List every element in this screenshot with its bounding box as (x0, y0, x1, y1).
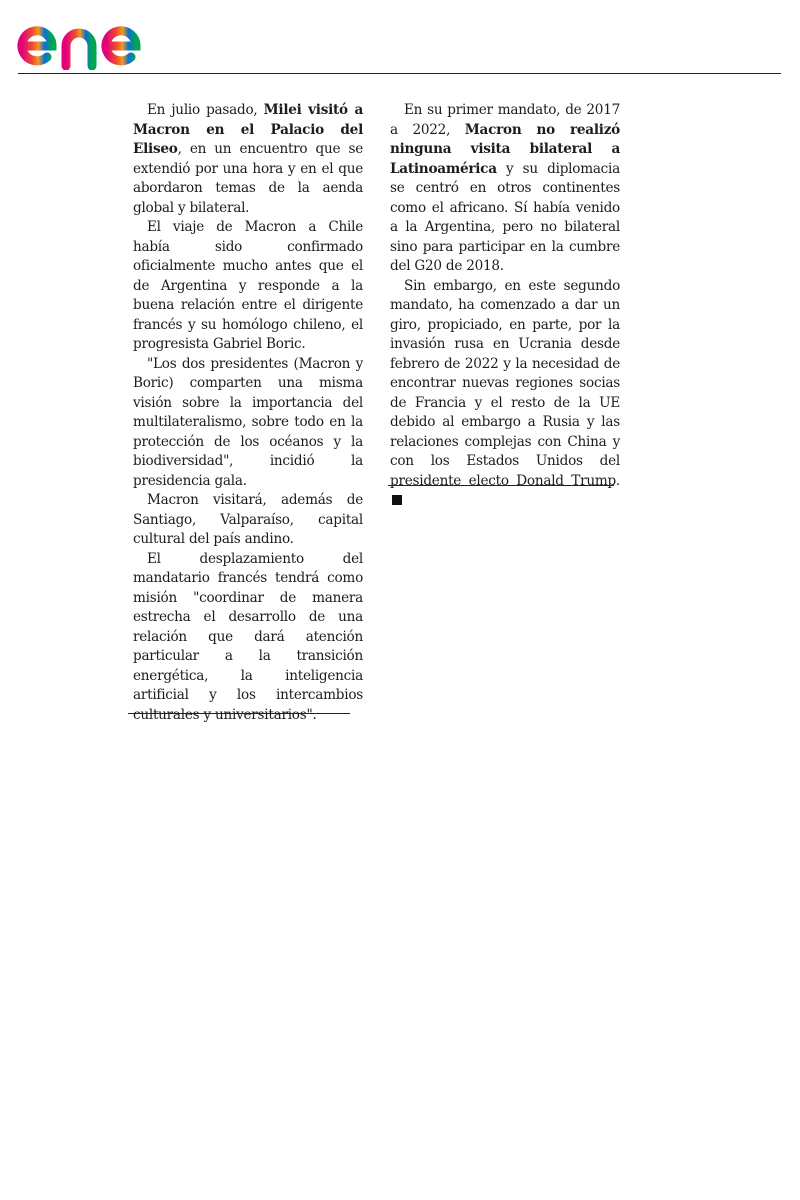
paragraph: El viaje de Macron a Chile había sido confirmado oficialmente mucho antes que el de Argentina y responde a la buena relación entre el dirigente francés y su homólogo chileno, el progresista Gabriel Boric. (133, 219, 363, 352)
end-of-article-mark (392, 495, 402, 505)
paragraph: En julio pasado, Milei visitó a Macron en el Palacio del Eliseo, en un encuentro que se extendió por una hora y en el que abordaron temas de la aenda global y bilateral. (133, 102, 363, 216)
column-end-rule (128, 713, 350, 714)
article-column-right (390, 101, 620, 511)
column-end-rule (388, 485, 614, 486)
paragraph: Macron visitará, además de Santiago, Valparaíso, capital cultural del país andino. (133, 492, 363, 547)
paragraph: El desplazamiento del mandatario francés tendrá como misión "coordinar de manera estrecha el desarrollo de una relación que dará atención particular a la transición energética, la inteligencia artificial y los intercambios culturales y universitarios". (133, 550, 363, 723)
paragraph: Sin embargo, en este segundo mandato, ha comenzado a dar un giro, propiciado, en parte, por la invasión rusa en Ucrania desde febrero de 2022 y la necesidad de encontrar nuevas regiones socias de Francia y el resto de la UE debido al embargo a Rusia y las relaciones complejas con China y con los Estados Unidos del presidente electo Donald Trump. (390, 277, 620, 511)
article-column-left (133, 101, 363, 725)
enel-logo (14, 6, 184, 70)
paragraph: En su primer mandato, de 2017 a 2022, Macron no realizó ninguna visita bilateral a Latinoamérica y su diplomacia se centró en otros continentes como el africano. Sí había venido a la Argentina, pero no bilateral sino para participar en la cumbre del G20 de 2018. (390, 102, 620, 274)
header-rule (18, 73, 781, 74)
paragraph: "Los dos presidentes (Macron y Boric) comparten una misma visión sobre la importancia del multilateralismo, sobre todo en la protección de los océanos y la biodiversidad", incidió la presidencia gala. (133, 355, 363, 489)
